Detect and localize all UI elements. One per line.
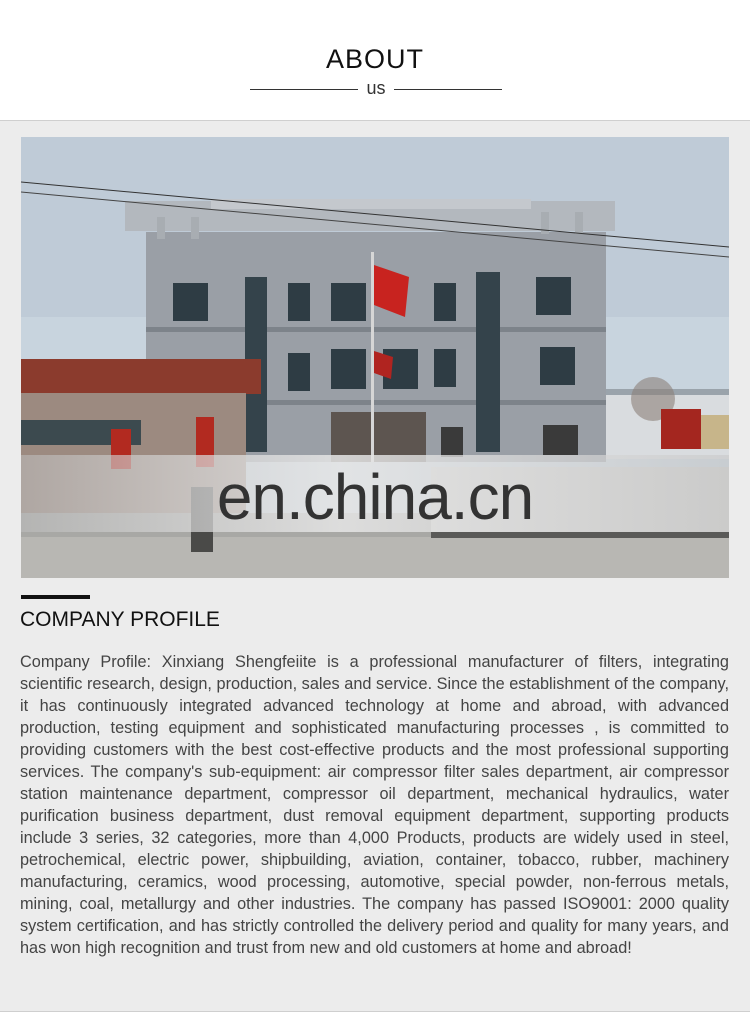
watermark-text: en.china.cn (216, 461, 534, 533)
subtitle-row (250, 78, 502, 100)
about-header (0, 0, 750, 120)
page-title: ABOUT (325, 44, 424, 74)
divider-right (394, 89, 502, 90)
watermark-banner (21, 455, 729, 532)
profile-text: Company Profile: Xinxiang Shengfeiite is a professional manufacturer of filters, integrating scientific research, design, production, sales and service. Since the establishment of the company, it has continuously integrated advanced technology at home and abroad, with advanced production, testing equipment and sophisticated manufacturing processes , is committed to providing customers with the best cost-effective products and the most professional supporting services. The company's sub-equipment: air compressor filter sales department, air compressor station maintenance department, compressor oil department, mechanical hydraulics, water purification business department, dust removal equipment department, supporting products include 3 series, 32 categories, more than 4,000 Products, products are widely used in steel, petrochemical, electric power, shipbuilding, aviation, container, tobacco, rubber, machinery manufacturing, ceramics, wood processing, automotive, special powder, non-ferrous metals, mining, coal, metallurgy and other industries. The company has passed ISO9001: 2000 quality system certification, and has strictly controlled the delivery period and quality for many years, and has won high recognition and trust from new and old customers at home and abroad! (20, 653, 729, 957)
heading-accent-bar (21, 595, 90, 599)
section-heading: COMPANY PROFILE (20, 608, 220, 631)
page-subtitle: us (366, 78, 386, 98)
